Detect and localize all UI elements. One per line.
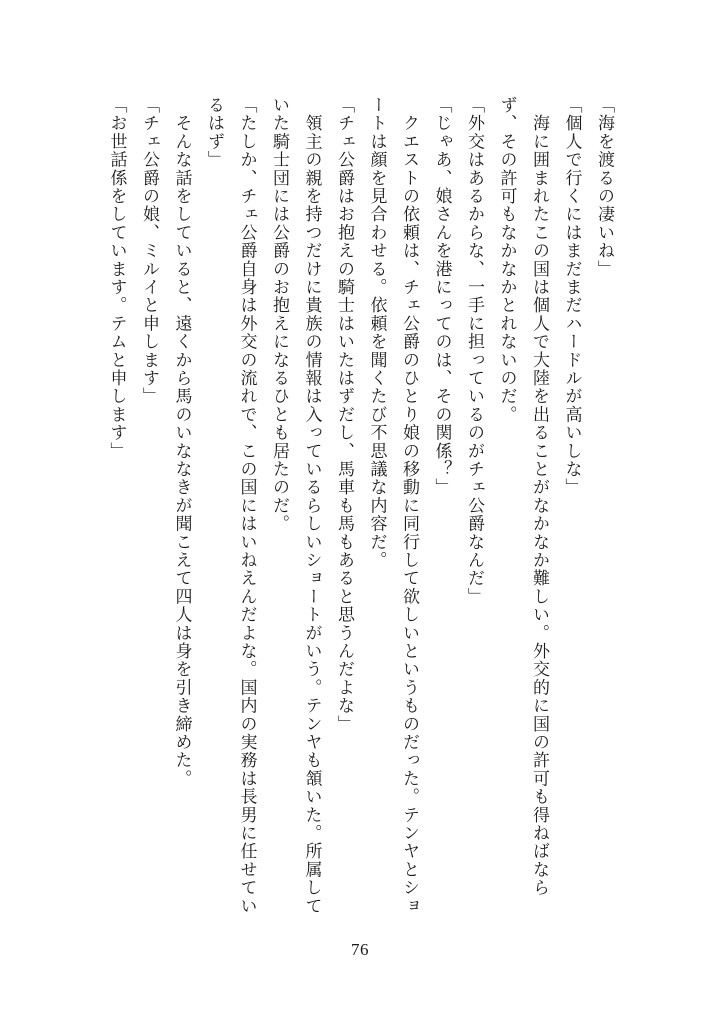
text-line: 「じゃあ、娘さんを港にってのは、その関係？」 xyxy=(431,96,452,497)
text-line: 「個人で行くにはまだまだハードルが高いしな」 xyxy=(561,96,582,497)
text-line: クエストの依頼は、チェ公爵のひとり娘の移動に同行して欲しいというものだった。テンヤとショートは顔を見合わせる。依頼を聞くたび不思議な内容だ。 xyxy=(366,96,419,915)
text-line: 領主の親を持つだけに貴族の情報は入っているらしいショートがいう。テンヤも頷いた。所属していた騎士団には公爵のお抱えになるひとも居たのだ。 xyxy=(269,96,322,915)
text-line: 海に囲まれたこの国は個人で大陸を出ることがなかなか難しい。外交的に国の許可も得ねばならず、その許可もなかなかとれないのだ。 xyxy=(496,96,549,897)
vertical-text-body xyxy=(80,96,620,926)
text-line: 「海を渡るの凄いね」 xyxy=(594,96,614,278)
page-number: 76 xyxy=(351,940,369,959)
text-line: そんな話をしていると、遠くから馬のいななきが聞こえて四人は身を引き締めた。 xyxy=(171,96,192,788)
text-line: 「チェ公爵の娘、ミルイと申します」 xyxy=(139,96,159,406)
text-line: 「チェ公爵はお抱えの騎士はいたはずだし、馬車も馬もあると思うんだよな」 xyxy=(334,96,354,733)
text-line: 「たしか、チェ公爵自身は外交の流れで、この国にはいねえんだよな。国内の実務は長男に任せているはず」 xyxy=(204,96,257,915)
text-line: 「お世話係をしています。テムと申します」 xyxy=(106,96,127,460)
text-line: 「外交はあるからな、一手に担っているのがチェ公爵なんだ」 xyxy=(464,96,484,606)
